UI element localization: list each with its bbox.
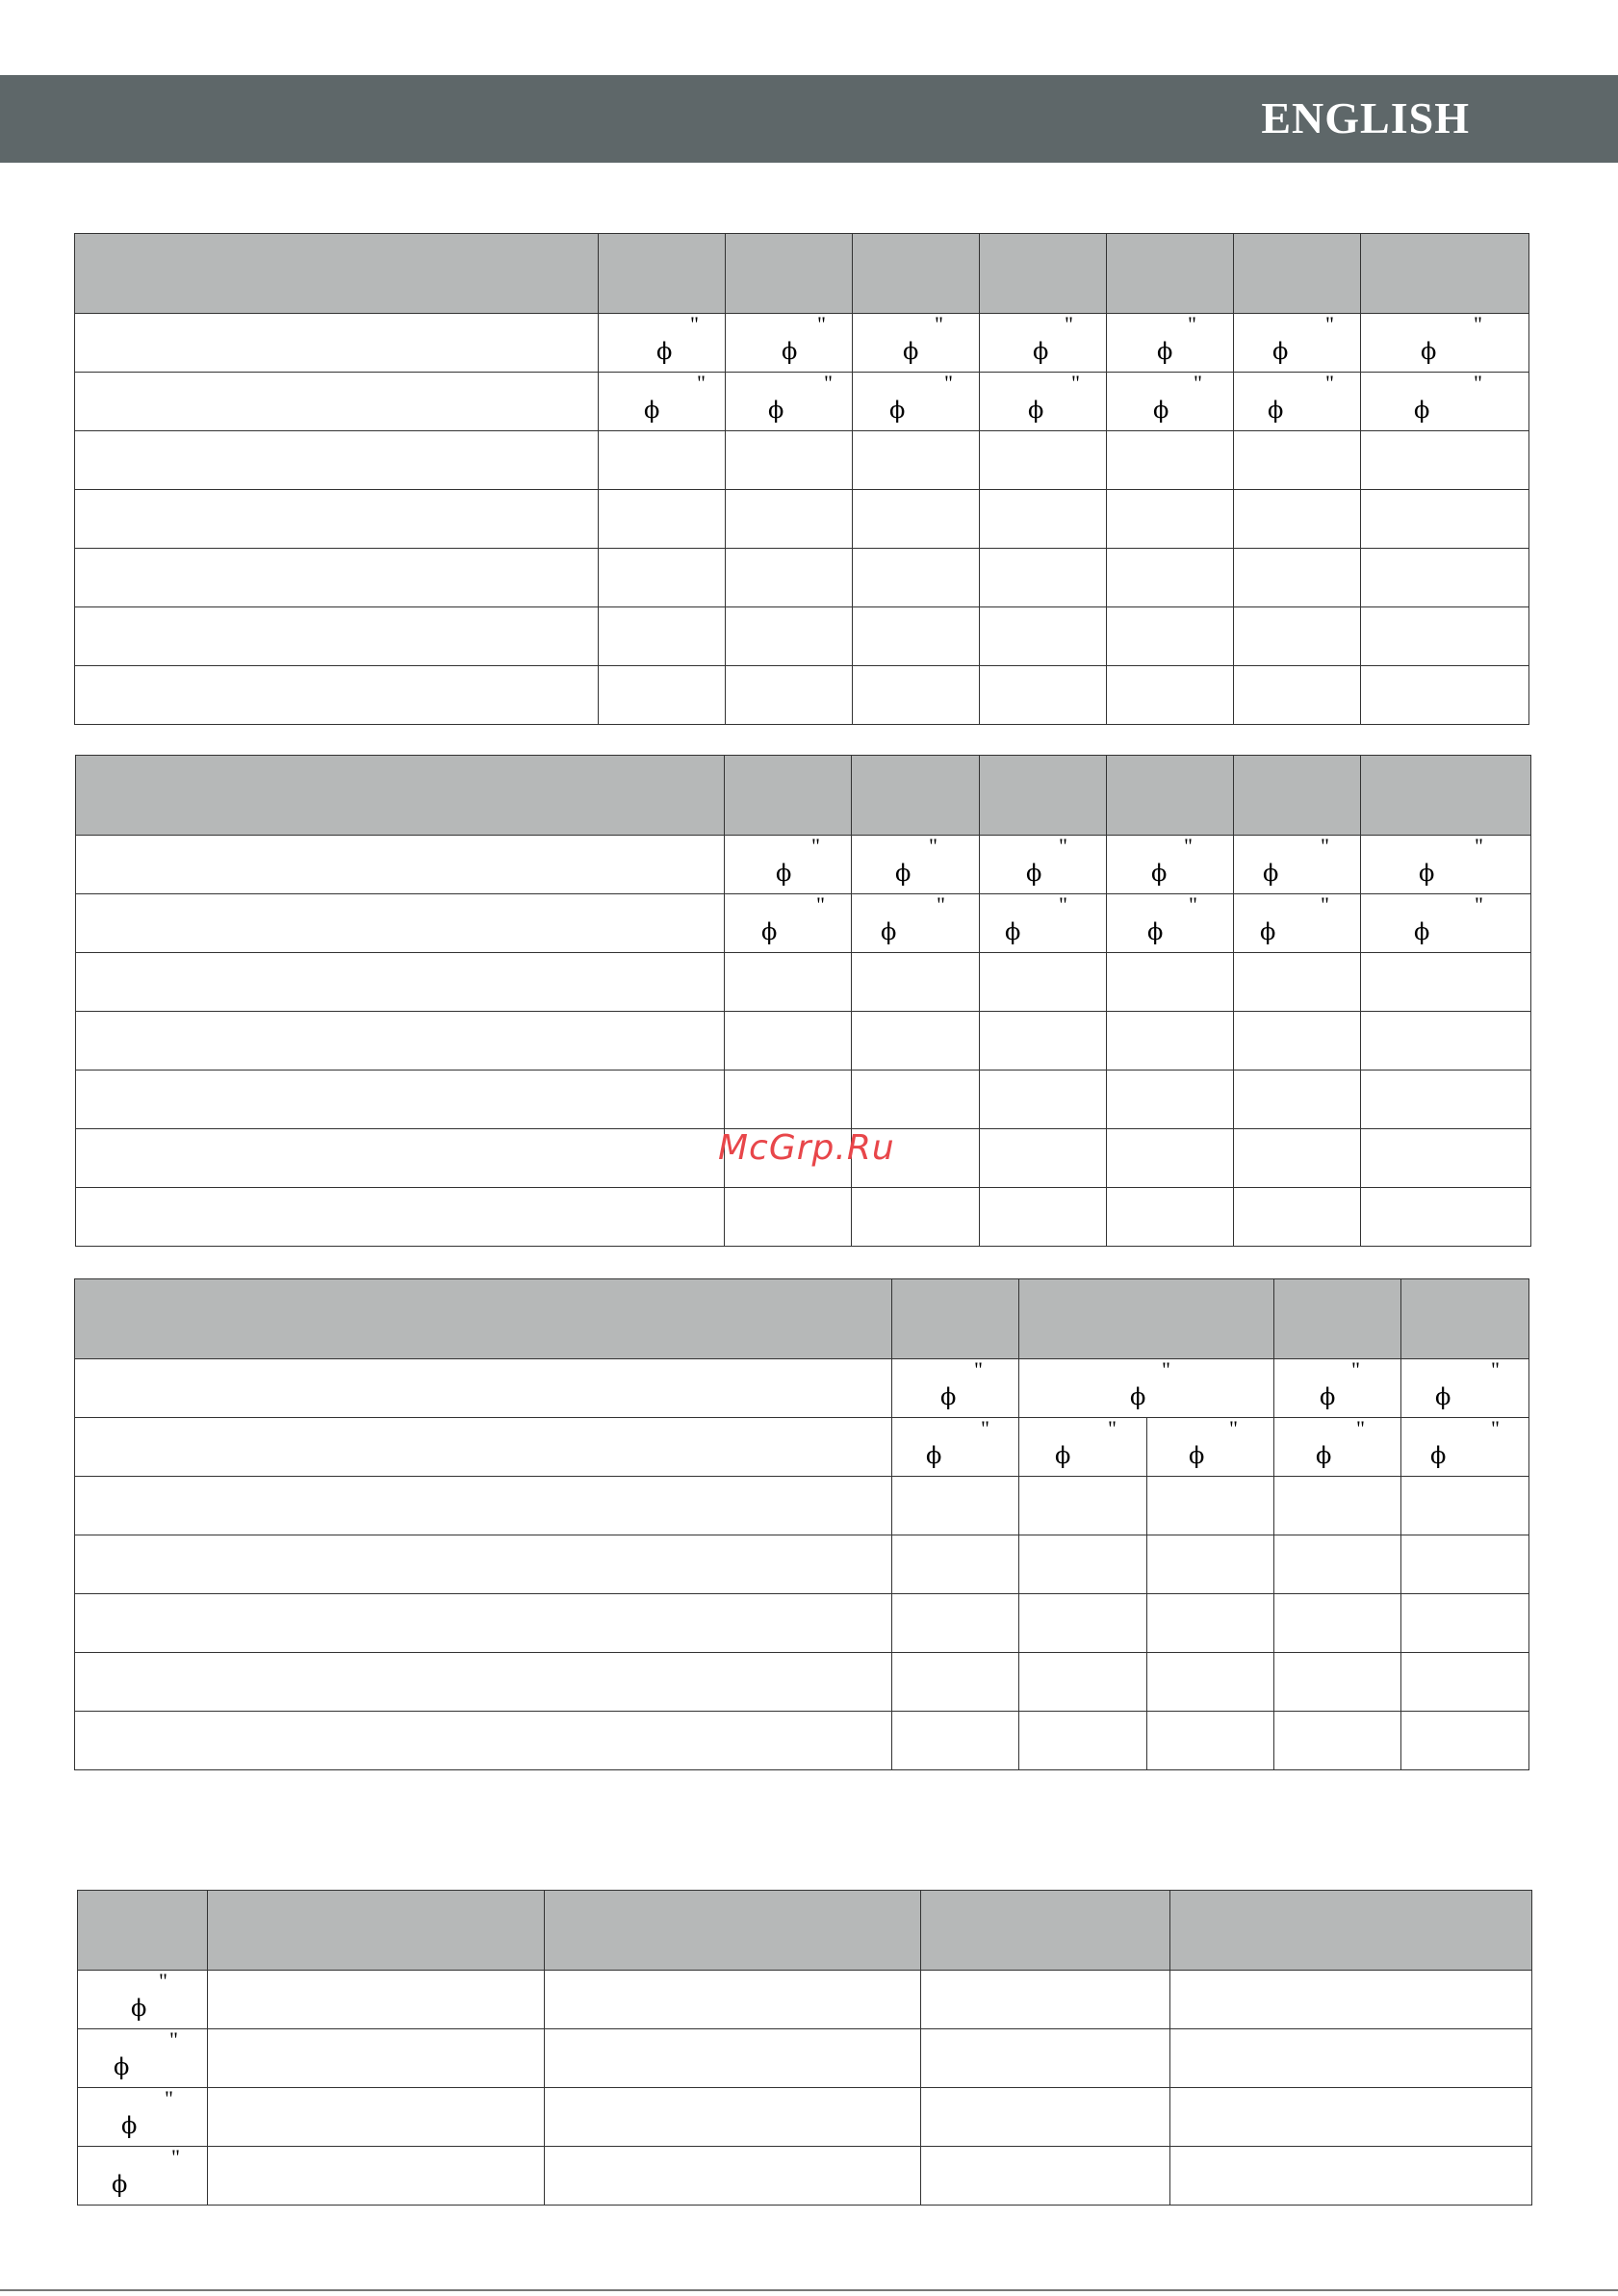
inch-symbol: " [171,2145,180,2169]
inch-symbol: " [1184,834,1193,858]
table-row [75,607,1529,666]
inch-symbol: " [1351,1357,1360,1381]
phi-symbol: ϕ [1316,1442,1332,1469]
phi-symbol: ϕ [768,397,784,424]
phi-symbol: ϕ [926,1442,942,1469]
table-row [78,2147,1532,2206]
table-row [75,1535,1529,1594]
inch-symbol: " [1321,834,1329,858]
phi-symbol: ϕ [644,397,660,424]
table-header-row [76,756,1531,836]
watermark: McGrp.Ru [718,1128,895,1168]
table-header-row [75,234,1529,314]
table-row [78,1971,1532,2029]
phi-symbol: ϕ [761,918,778,945]
inch-symbol: " [981,1416,989,1440]
phi-symbol: ϕ [1414,918,1430,945]
inch-symbol: " [1059,892,1067,916]
phi-symbol: ϕ [656,338,673,365]
inch-symbol: " [1194,371,1202,395]
phi-symbol: ϕ [1055,1442,1071,1469]
inch-symbol: " [1325,371,1334,395]
inch-symbol: " [1475,892,1483,916]
phi-symbol: ϕ [1421,338,1437,365]
inch-symbol: " [944,371,953,395]
phi-symbol: ϕ [1157,338,1173,365]
phi-symbol: ϕ [940,1383,957,1410]
table-row [76,1012,1531,1071]
phi-symbol: ϕ [1028,397,1044,424]
phi-symbol: ϕ [131,1995,147,2022]
inch-symbol: " [1229,1416,1238,1440]
phi-symbol: ϕ [1147,918,1164,945]
phi-symbol: ϕ [1272,338,1289,365]
inch-symbol: " [159,1969,167,1993]
table-row [75,373,1529,431]
phi-symbol: ϕ [1130,1383,1146,1410]
phi-symbol: ϕ [1033,338,1049,365]
header-cell [853,234,980,314]
header-cell [1361,234,1529,314]
phi-symbol: ϕ [776,860,792,887]
header-cell [1234,234,1361,314]
inch-symbol: " [811,834,820,858]
phi-symbol: ϕ [1320,1383,1336,1410]
inch-symbol: " [1108,1416,1117,1440]
inch-symbol: " [1474,312,1482,336]
table-header-row [75,1279,1529,1359]
phi-symbol: ϕ [1419,860,1435,887]
table-row [75,666,1529,725]
inch-symbol: " [1474,371,1482,395]
table-row [75,1712,1529,1770]
bottom-divider [0,2289,1618,2291]
spec-table-4 [77,1890,1532,2206]
header-cell [75,234,599,314]
spec-table-1 [74,233,1529,725]
table-row [78,2088,1532,2147]
inch-symbol: " [1491,1357,1500,1381]
phi-symbol: ϕ [114,2053,130,2080]
row-label-cell [75,314,599,373]
inch-symbol: " [1491,1416,1500,1440]
inch-symbol: " [974,1357,983,1381]
inch-symbol: " [1475,834,1483,858]
phi-symbol: ϕ [1414,397,1430,424]
table-row [75,549,1529,607]
table-row [75,1477,1529,1535]
header-banner [0,75,1618,163]
inch-symbol: " [1188,312,1196,336]
inch-symbol: " [1321,892,1329,916]
inch-symbol: " [169,2027,178,2051]
header-cell [980,234,1107,314]
table-row [76,1188,1531,1247]
phi-symbol: ϕ [1151,860,1168,887]
phi-symbol: ϕ [112,2171,128,2198]
table-row [75,431,1529,490]
table-row [75,314,1529,373]
inch-symbol: " [1059,834,1067,858]
inch-symbol: " [1065,312,1073,336]
phi-symbol: ϕ [903,338,919,365]
phi-symbol: ϕ [895,860,912,887]
table-header-row [78,1891,1532,1971]
row-label-cell [75,373,599,431]
inch-symbol: " [1071,371,1080,395]
phi-symbol: ϕ [1268,397,1284,424]
table-row [75,1594,1529,1653]
phi-symbol: ϕ [1263,860,1279,887]
phi-symbol: ϕ [121,2112,138,2139]
phi-symbol: ϕ [1005,918,1021,945]
phi-symbol: ϕ [782,338,798,365]
table-row [76,953,1531,1012]
phi-symbol: ϕ [1260,918,1276,945]
phi-symbol: ϕ [881,918,897,945]
inch-symbol: " [937,892,945,916]
table-row [76,1071,1531,1129]
spec-table-3 [74,1278,1529,1770]
table-row [75,1418,1529,1477]
phi-symbol: ϕ [1189,1442,1205,1469]
inch-symbol: " [697,371,706,395]
inch-symbol: " [1325,312,1334,336]
phi-symbol: ϕ [1435,1383,1451,1410]
inch-symbol: " [1356,1416,1365,1440]
phi-symbol: ϕ [889,397,906,424]
inch-symbol: " [824,371,833,395]
inch-symbol: " [816,892,825,916]
header-cell [726,234,853,314]
phi-symbol: ϕ [1430,1442,1447,1469]
table-row [75,1359,1529,1418]
table-row [75,490,1529,549]
inch-symbol: " [165,2086,173,2110]
phi-symbol: ϕ [1153,397,1169,424]
table-row [76,894,1531,953]
table-row [76,836,1531,894]
header-cell [1107,234,1234,314]
inch-symbol: " [817,312,826,336]
inch-symbol: " [935,312,943,336]
header-cell [599,234,726,314]
phi-symbol: ϕ [1026,860,1042,887]
inch-symbol: " [1189,892,1197,916]
inch-symbol: " [1162,1357,1170,1381]
spec-table-2 [75,755,1531,1247]
language-label: ENGLISH [1261,93,1470,142]
inch-symbol: " [690,312,699,336]
table-row [78,2029,1532,2088]
inch-symbol: " [929,834,937,858]
table-row [75,1653,1529,1712]
